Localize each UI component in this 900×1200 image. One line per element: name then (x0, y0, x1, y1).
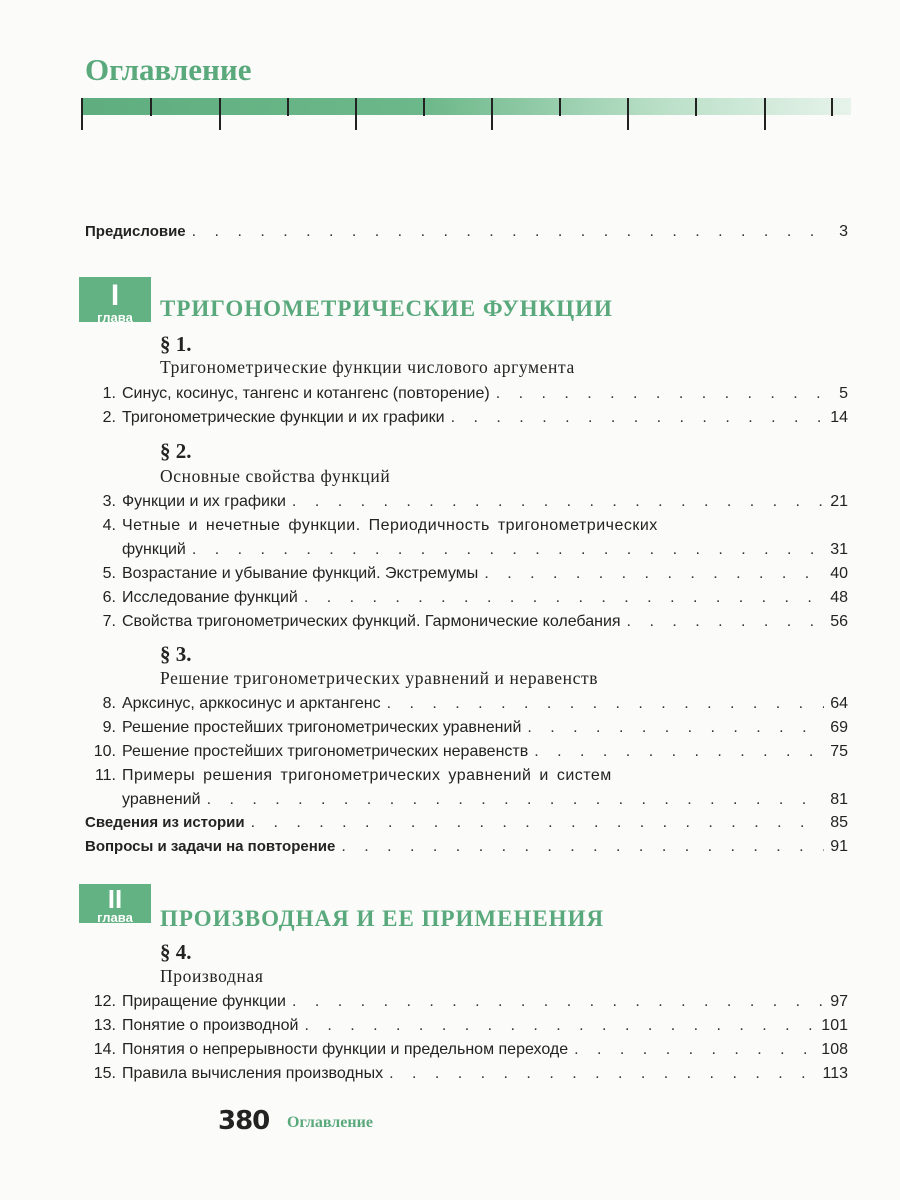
entry-page: 69 (830, 719, 848, 736)
toc-entry-continuation[interactable] (122, 540, 848, 560)
toc-entry[interactable] (85, 1016, 848, 1036)
entry-number: 2. (102, 409, 116, 426)
ruler-tick (355, 98, 357, 130)
section-title: Основные свойства функций (160, 466, 391, 486)
entry-label-continued: уравнений (122, 791, 201, 808)
entry-page: 113 (822, 1065, 848, 1082)
dot-leader (341, 837, 824, 857)
dot-leader (192, 222, 826, 242)
chapter-title: ТРИГОНОМЕТРИЧЕСКИЕ ФУНКЦИИ (160, 296, 613, 321)
entry-number: 9. (102, 719, 116, 736)
dot-leader (304, 1016, 815, 1036)
entry-number: 8. (102, 695, 116, 712)
entry-page: 3 (839, 223, 848, 240)
chapter-word: глава (97, 910, 133, 925)
toc-entry-review[interactable] (85, 837, 848, 857)
toc-entry[interactable] (85, 492, 848, 512)
dot-leader (574, 1040, 815, 1060)
entry-number: 10. (93, 743, 116, 760)
entry-label: Возрастание и убывание функций. Экстремумы (122, 565, 479, 582)
entry-page: 14 (830, 409, 848, 426)
entry-number: 14. (93, 1041, 116, 1058)
entry-page: 56 (830, 613, 848, 630)
entry-label: Сведения из истории (85, 814, 245, 831)
toc-entry[interactable] (85, 612, 848, 632)
chapter-badge (79, 884, 151, 923)
entry-page: 108 (821, 1041, 848, 1058)
entry-label-continued: функций (122, 541, 186, 558)
section-mark: § 1. (160, 332, 192, 356)
entry-number: 7. (102, 613, 116, 630)
toc-entry[interactable] (85, 516, 848, 536)
section-title: Производная (160, 966, 264, 986)
entry-page: 101 (821, 1017, 848, 1034)
entry-number: 15. (93, 1065, 116, 1082)
ruler-tick (831, 98, 833, 116)
toc-entry[interactable] (85, 408, 848, 428)
chapter-title: ПРОИЗВОДНАЯ И ЕЕ ПРИМЕНЕНИЯ (160, 906, 605, 931)
toc-entry[interactable] (85, 742, 848, 762)
ruler-tick (81, 98, 83, 130)
ruler-tick (627, 98, 629, 130)
entry-label: Арксинус, арккосинус и арктангенс (122, 695, 381, 712)
toc-entry-history[interactable] (85, 813, 848, 833)
dot-leader (304, 588, 824, 608)
entry-label: Приращение функции (122, 993, 286, 1010)
entry-page: 21 (830, 493, 848, 510)
entry-page: 40 (830, 565, 848, 582)
entry-page: 48 (830, 589, 848, 606)
toc-entry[interactable] (85, 1064, 848, 1084)
entry-page: 81 (830, 791, 848, 808)
chapter-numeral: II (107, 884, 123, 914)
chapter-numeral: I (110, 279, 120, 312)
ruler-tick (491, 98, 493, 130)
section-mark: § 3. (160, 642, 192, 666)
dot-leader (251, 813, 825, 833)
entry-label: Вопросы и задачи на повторение (85, 838, 336, 855)
ruler-tick (764, 98, 766, 130)
page-title: Оглавление (85, 52, 252, 87)
entry-number: 11. (94, 767, 116, 784)
entry-label: Тригонометрические функции и их графики (122, 409, 445, 426)
toc-entry-preface[interactable] (85, 222, 848, 242)
entry-page: 75 (830, 743, 848, 760)
entry-label: Свойства тригонометрических функций. Гармонические колебания (122, 613, 621, 630)
entry-page: 91 (830, 838, 848, 855)
entry-label: Четные и нечетные функции. Периодичность тригонометрических (122, 517, 658, 534)
entry-number: 13. (93, 1017, 116, 1034)
chapter-word: глава (97, 310, 133, 325)
entry-label: Решение простейших тригонометрических уравнений (122, 719, 522, 736)
dot-leader (534, 742, 824, 762)
dot-leader (451, 408, 825, 428)
entry-label: Исследование функций (122, 589, 298, 606)
toc-entry-continuation[interactable] (122, 790, 848, 810)
entry-label: Понятие о производной (122, 1017, 299, 1034)
dot-leader (292, 992, 824, 1012)
entry-number: 6. (102, 589, 116, 606)
decorative-ruler-bar (81, 98, 851, 115)
entry-label: Примеры решения тригонометрических уравнений и систем (122, 767, 612, 784)
ruler-tick (559, 98, 561, 116)
toc-entry[interactable] (85, 588, 848, 608)
running-title: Оглавление (287, 1114, 373, 1131)
entry-label: Понятия о непрерывности функции и предельном переходе (122, 1041, 569, 1058)
entry-number: 3. (102, 493, 116, 510)
ruler-tick (423, 98, 425, 116)
entry-label: Правила вычисления производных (122, 1065, 384, 1082)
entry-page: 97 (830, 993, 848, 1010)
ruler-tick (287, 98, 289, 116)
dot-leader (627, 612, 825, 632)
toc-entry[interactable] (85, 766, 848, 786)
dot-leader (192, 540, 824, 560)
toc-entry[interactable] (85, 564, 848, 584)
toc-entry[interactable] (85, 694, 848, 714)
section-mark: § 2. (160, 439, 192, 463)
toc-entry[interactable] (85, 1040, 848, 1060)
ruler-tick (150, 98, 152, 116)
toc-entry[interactable] (85, 718, 848, 738)
entry-number: 5. (102, 565, 116, 582)
section-title: Решение тригонометрических уравнений и неравенств (160, 668, 599, 688)
dot-leader (496, 384, 826, 404)
ruler-tick (219, 98, 221, 130)
entry-page: 31 (830, 541, 848, 558)
page-number: 380 (218, 1106, 270, 1136)
section-mark: § 4. (160, 940, 192, 964)
entry-label: Предисловие (85, 223, 186, 240)
section-title: Тригонометрические функции числового аргумента (160, 357, 575, 377)
dot-leader (484, 564, 824, 584)
entry-number: 1. (102, 385, 116, 402)
entry-label: Решение простейших тригонометрических неравенств (122, 743, 529, 760)
dot-leader (207, 790, 825, 810)
entry-page: 85 (830, 814, 848, 831)
entry-label: Функции и их графики (122, 493, 286, 510)
toc-entry[interactable] (85, 384, 848, 404)
entry-page: 5 (839, 385, 848, 402)
dot-leader (387, 694, 825, 714)
chapter-badge (79, 277, 151, 325)
entry-number: 12. (93, 993, 116, 1010)
entry-number: 4. (102, 517, 116, 534)
dot-leader (389, 1064, 816, 1084)
dot-leader (527, 718, 824, 738)
toc-entry[interactable] (85, 992, 848, 1012)
ruler-tick (695, 98, 697, 116)
dot-leader (292, 492, 824, 512)
entry-label: Синус, косинус, тангенс и котангенс (повторение) (122, 385, 490, 402)
entry-page: 64 (830, 695, 848, 712)
